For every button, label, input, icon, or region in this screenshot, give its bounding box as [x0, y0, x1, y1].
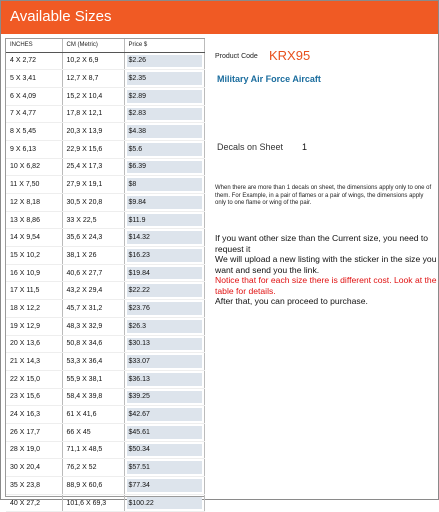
cell-inches: 11 X 7,50 — [6, 176, 62, 194]
cell-cm: 50,8 X 34,6 — [62, 335, 124, 353]
cell-cm: 27,9 X 19,1 — [62, 176, 124, 194]
table-row — [6, 423, 204, 441]
table-row — [6, 264, 204, 282]
cell-price: $14.32 — [124, 229, 204, 247]
cell-price: $33.07 — [124, 353, 204, 371]
table-row — [6, 282, 204, 300]
table-row — [6, 441, 204, 459]
table-row — [6, 300, 204, 318]
table-row — [6, 52, 204, 70]
cell-price: $16.23 — [124, 247, 204, 265]
cell-price: $6.39 — [124, 158, 204, 176]
cell-cm: 53,3 X 36,4 — [62, 353, 124, 371]
cell-cm: 20,3 X 13,9 — [62, 123, 124, 141]
table-row — [6, 105, 204, 123]
cell-price: $2.26 — [124, 52, 204, 70]
table-row — [6, 388, 204, 406]
table-row — [6, 194, 204, 212]
cell-cm: 45,7 X 31,2 — [62, 300, 124, 318]
cell-inches: 28 X 19,0 — [6, 441, 62, 459]
cell-cm: 48,3 X 32,9 — [62, 317, 124, 335]
cell-inches: 24 X 16,3 — [6, 406, 62, 424]
cell-cm: 58,4 X 39,8 — [62, 388, 124, 406]
cell-inches: 21 X 14,3 — [6, 353, 62, 371]
cell-inches: 7 X 4,77 — [6, 105, 62, 123]
table-row — [6, 158, 204, 176]
cell-price: $57.51 — [124, 459, 204, 477]
table-row — [6, 176, 204, 194]
cell-price: $50.34 — [124, 441, 204, 459]
cell-price: $22.22 — [124, 282, 204, 300]
cell-price: $8 — [124, 176, 204, 194]
cell-cm: 101,6 X 69,3 — [62, 494, 124, 512]
custom-size-note — [215, 233, 437, 307]
cell-price: $23.76 — [124, 300, 204, 318]
cell-price: $45.61 — [124, 423, 204, 441]
table-body — [6, 52, 204, 512]
cell-inches: 4 X 2,72 — [6, 52, 62, 70]
cell-cm: 61 X 41,6 — [62, 406, 124, 424]
cell-price: $100.22 — [124, 494, 204, 512]
table-row — [6, 494, 204, 512]
cell-inches: 40 X 27,2 — [6, 494, 62, 512]
cell-cm: 12,7 X 8,7 — [62, 70, 124, 88]
cell-inches: 8 X 5,45 — [6, 123, 62, 141]
table-row — [6, 406, 204, 424]
table-header-row — [6, 39, 204, 52]
cell-inches: 6 X 4,09 — [6, 87, 62, 105]
cell-price: $39.25 — [124, 388, 204, 406]
cell-inches: 14 X 9,54 — [6, 229, 62, 247]
cell-inches: 9 X 6,13 — [6, 140, 62, 158]
cell-price: $36.13 — [124, 370, 204, 388]
cell-cm: 71,1 X 48,5 — [62, 441, 124, 459]
cell-inches: 22 X 15,0 — [6, 370, 62, 388]
cell-cm: 88,9 X 60,6 — [62, 477, 124, 495]
decals-label: Decals on Sheet — [217, 142, 284, 152]
table-row — [6, 211, 204, 229]
cell-cm: 10,2 X 6,9 — [62, 52, 124, 70]
custom-size-line-2: We will upload a new listing with the sticker in the size you want and send you the link. — [215, 254, 437, 275]
table-row — [6, 335, 204, 353]
cell-price: $42.67 — [124, 406, 204, 424]
cost-warning: Notice that for each size there is different cost. Look at the table for details. — [215, 275, 437, 296]
table-row — [6, 123, 204, 141]
sizes-table-container — [5, 38, 205, 507]
cell-inches: 35 X 23,8 — [6, 477, 62, 495]
cell-inches: 5 X 3,41 — [6, 70, 62, 88]
cell-cm: 43,2 X 29,4 — [62, 282, 124, 300]
custom-size-line-3: After that, you can proceed to purchase. — [215, 296, 368, 306]
cell-cm: 35,6 X 24,3 — [62, 229, 124, 247]
table-row — [6, 87, 204, 105]
cell-cm: 30,5 X 20,8 — [62, 194, 124, 212]
cell-price: $2.89 — [124, 87, 204, 105]
cell-cm: 66 X 45 — [62, 423, 124, 441]
table-row — [6, 247, 204, 265]
column-header-cm: CM (Metric) — [62, 39, 124, 52]
table-row — [6, 70, 204, 88]
product-code-value: KRX95 — [269, 48, 311, 63]
cell-price: $2.83 — [124, 105, 204, 123]
cell-cm: 17,8 X 12,1 — [62, 105, 124, 123]
table-row — [6, 140, 204, 158]
cell-inches: 16 X 10,9 — [6, 264, 62, 282]
table-row — [6, 317, 204, 335]
cell-inches: 18 X 12,2 — [6, 300, 62, 318]
cell-inches: 19 X 12,9 — [6, 317, 62, 335]
cell-inches: 26 X 17,7 — [6, 423, 62, 441]
cell-inches: 30 X 20,4 — [6, 459, 62, 477]
cell-price: $4.38 — [124, 123, 204, 141]
table-row — [6, 353, 204, 371]
cell-cm: 55,9 X 38,1 — [62, 370, 124, 388]
cell-price: $5.6 — [124, 140, 204, 158]
product-name: Military Air Force Aircaft — [217, 74, 321, 84]
table-row — [6, 370, 204, 388]
cell-price: $2.35 — [124, 70, 204, 88]
column-header-price: Price $ — [124, 39, 204, 52]
cell-cm: 15,2 X 10,4 — [62, 87, 124, 105]
cell-cm: 33 X 22,5 — [62, 211, 124, 229]
table-row — [6, 229, 204, 247]
custom-size-line-1: If you want other size than the Current size, you need to request it — [215, 233, 429, 254]
cell-cm: 40,6 X 27,7 — [62, 264, 124, 282]
decals-value: 1 — [302, 142, 308, 152]
cell-inches: 12 X 8,18 — [6, 194, 62, 212]
header-title: Available Sizes — [10, 8, 112, 25]
cell-price: $26.3 — [124, 317, 204, 335]
cell-price: $11.9 — [124, 211, 204, 229]
cell-price: $30.13 — [124, 335, 204, 353]
header-bar — [1, 1, 438, 34]
cell-cm: 76,2 X 52 — [62, 459, 124, 477]
table-row — [6, 459, 204, 477]
cell-inches: 13 X 8,86 — [6, 211, 62, 229]
cell-price: $77.34 — [124, 477, 204, 495]
cell-cm: 25,4 X 17,3 — [62, 158, 124, 176]
cell-price: $9.84 — [124, 194, 204, 212]
product-code-label: Product Code — [215, 53, 258, 60]
cell-inches: 10 X 6,82 — [6, 158, 62, 176]
cell-inches: 17 X 11,5 — [6, 282, 62, 300]
cell-cm: 38,1 X 26 — [62, 247, 124, 265]
cell-cm: 22,9 X 15,6 — [62, 140, 124, 158]
cell-inches: 15 X 10,2 — [6, 247, 62, 265]
sizes-table — [6, 39, 205, 512]
cell-inches: 23 X 15,6 — [6, 388, 62, 406]
cell-price: $19.84 — [124, 264, 204, 282]
table-row — [6, 477, 204, 495]
column-header-inches: INCHES — [6, 39, 62, 52]
cell-inches: 20 X 13,6 — [6, 335, 62, 353]
dimensions-note: When there are more than 1 decals on sheet, the dimensions apply only to one of them. For Example, in a pair of flames or a pair of wings, the dimensions apply only to one flame or wing of the pair. — [215, 185, 432, 206]
